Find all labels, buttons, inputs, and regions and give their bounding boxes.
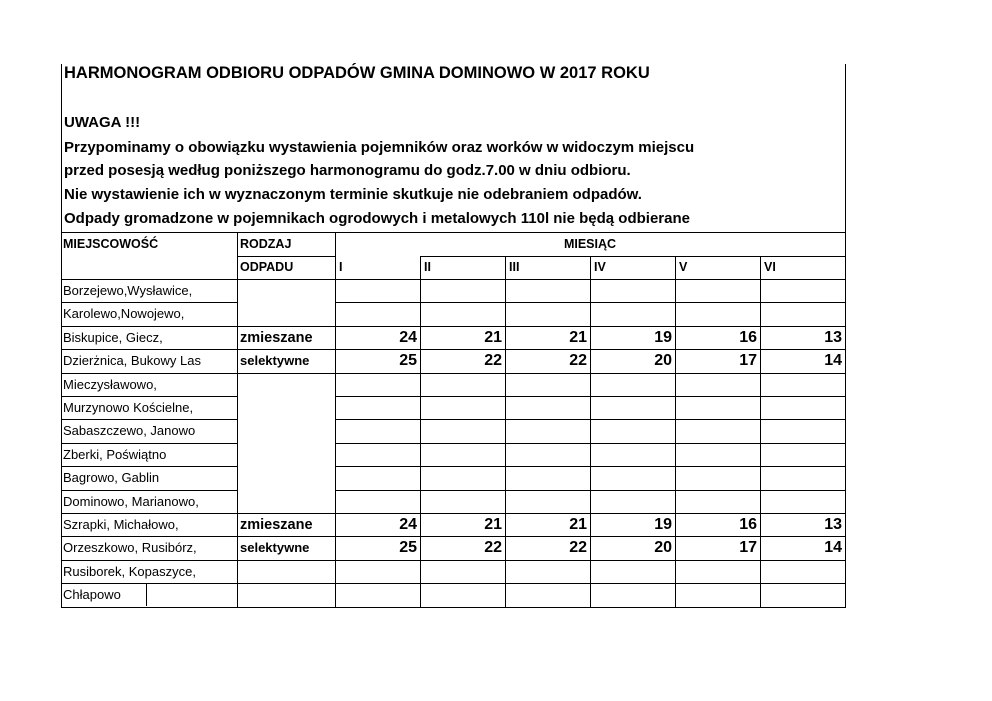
waste-type: selektywne <box>240 540 310 556</box>
waste-type: zmieszane <box>240 517 313 533</box>
place-name: Chłapowo <box>63 587 121 603</box>
waste-type: zmieszane <box>240 329 313 346</box>
row-line <box>335 583 846 584</box>
pickup-day: 17 <box>739 539 757 557</box>
pickup-day: 24 <box>399 328 417 346</box>
pickup-day: 16 <box>739 328 757 346</box>
row-line <box>61 607 237 608</box>
place-name: Murzynowo Kościelne, <box>63 400 194 415</box>
note-line: przed posesją według poniższego harmonogramu do godz.7.00 w dniu odbioru. <box>64 162 631 179</box>
pickup-day: 21 <box>569 516 587 533</box>
pickup-day: 20 <box>654 352 672 370</box>
pickup-day: 22 <box>484 539 502 557</box>
note-line: Odpady gromadzone w pojemnikach ogrodowych i metalowych 110l nie będą odbierane <box>64 210 690 227</box>
row-line <box>335 443 846 444</box>
month-header: III <box>509 260 520 274</box>
place-name: Szrapki, Michałowo, <box>63 517 179 532</box>
month-group-header: MIESIĄC <box>563 237 617 251</box>
warning-heading: UWAGA !!! <box>64 114 141 131</box>
month-header: IV <box>594 260 606 274</box>
month-header: VI <box>764 260 776 274</box>
month-header: II <box>424 260 431 274</box>
left-border-line <box>61 64 62 232</box>
pickup-day: 25 <box>399 539 417 557</box>
row-line <box>335 466 846 467</box>
month-header: V <box>679 260 688 274</box>
row-line <box>237 607 335 608</box>
pickup-day: 24 <box>399 516 417 533</box>
page-title: HARMONOGRAM ODBIORU ODPADÓW GMINA DOMINOWO W 2017 ROKU <box>64 64 650 82</box>
pickup-day: 21 <box>569 328 587 346</box>
pickup-day: 25 <box>399 352 417 370</box>
note-line: Przypominamy o obowiązku wystawienia pojemników oraz worków w widoczym miejscu <box>64 139 695 156</box>
pickup-day: 21 <box>484 328 502 346</box>
pickup-day: 21 <box>484 516 502 533</box>
pickup-day: 20 <box>654 539 672 557</box>
pickup-day: 14 <box>824 539 842 557</box>
row-line <box>335 560 846 561</box>
place-name: Orzeszkowo, Rusibórz, <box>63 540 197 556</box>
row-line <box>335 607 846 608</box>
place-name: Bagrowo, Gablin <box>63 470 160 486</box>
row-line <box>237 560 335 561</box>
row-line <box>335 396 846 397</box>
type-column-header: RODZAJ <box>240 237 292 251</box>
note-line: Nie wystawienie ich w wyznaczonym terminie skutkuje nie odebraniem odpadów. <box>64 186 642 203</box>
pickup-day: 14 <box>824 352 842 370</box>
pickup-day: 13 <box>824 516 842 533</box>
pickup-day: 22 <box>569 352 587 370</box>
place-name: Dzierżnica, Bukowy Las <box>63 353 201 369</box>
place-name: Dominowo, Marianowo, <box>63 493 199 509</box>
row-line <box>335 419 846 420</box>
row-line <box>335 302 846 303</box>
row-line <box>237 373 335 374</box>
row-line <box>237 583 335 584</box>
row-line <box>335 490 846 491</box>
pickup-day: 13 <box>824 328 842 346</box>
right-border-line <box>845 64 846 232</box>
place-name: Borzejewo,Wysławice, <box>63 283 193 298</box>
type-column-header: ODPADU <box>240 260 294 274</box>
pickup-day: 16 <box>739 516 757 533</box>
place-name: Rusiborek, Kopaszyce, <box>63 563 196 579</box>
place-name: Sabaszczewo, Janowo <box>63 423 196 439</box>
place-name: Karolewo,Nowojewo, <box>63 306 185 322</box>
pickup-day: 19 <box>654 328 672 346</box>
pickup-day: 19 <box>654 516 672 533</box>
row-line <box>335 373 846 374</box>
pickup-day: 22 <box>484 352 502 370</box>
place-name: Mieczysławowo, <box>63 376 157 392</box>
column-divider <box>237 232 238 608</box>
pickup-day: 22 <box>569 539 587 557</box>
place-name: Zberki, Poświątno <box>63 446 167 462</box>
waste-type: selektywne <box>240 353 310 369</box>
place-column-header: MIEJSCOWOŚĆ <box>63 237 159 251</box>
place-name: Biskupice, Giecz, <box>63 329 163 345</box>
pickup-day: 17 <box>739 352 757 370</box>
month-header: I <box>339 260 343 274</box>
